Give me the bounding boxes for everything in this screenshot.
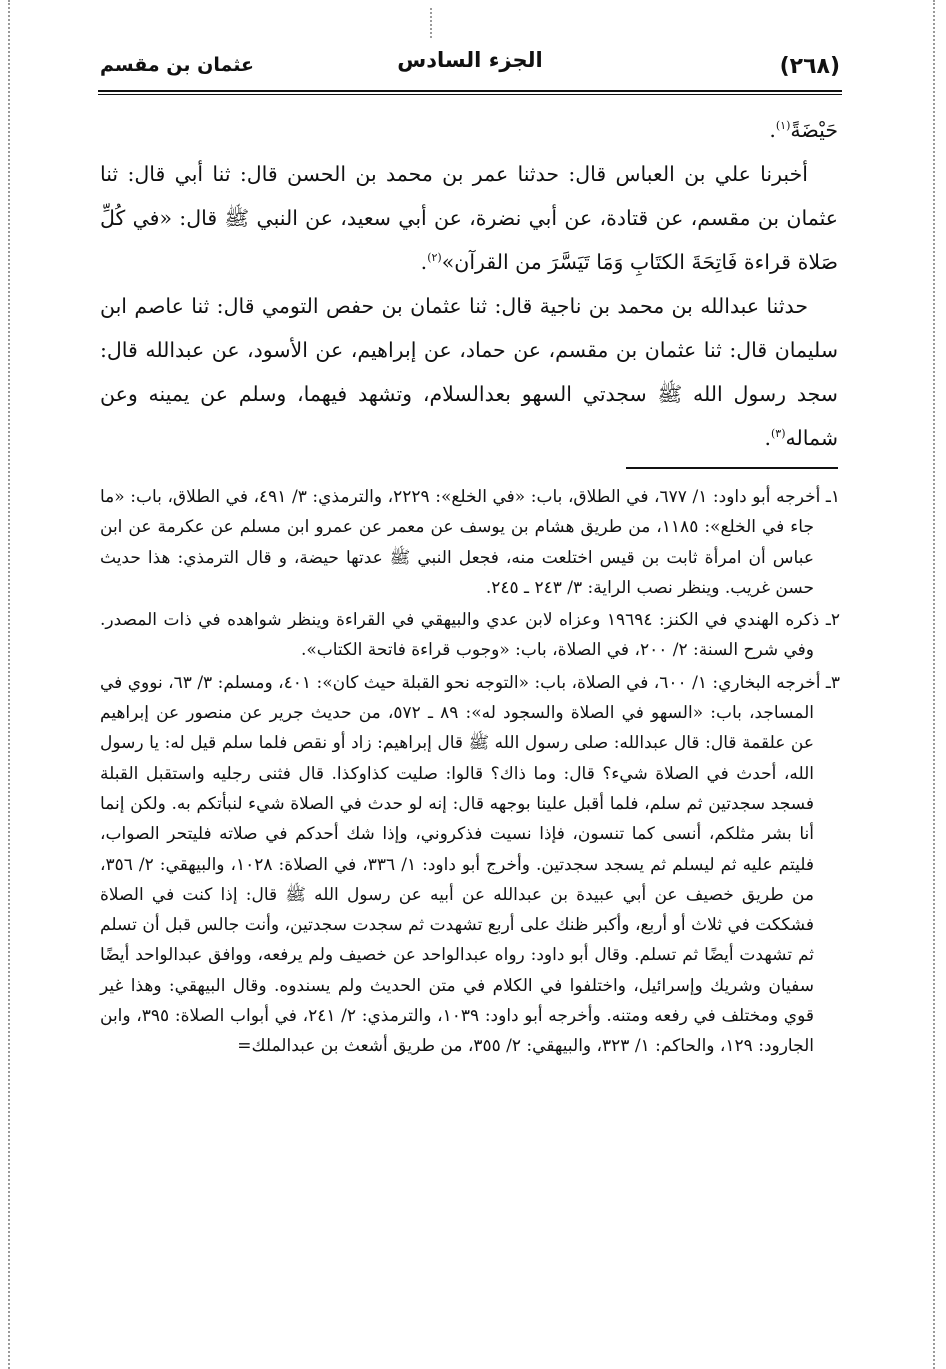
paragraph-3	[100, 284, 838, 460]
page-header	[100, 42, 840, 88]
footnotes	[100, 482, 840, 1064]
footnote-3: ٣ـ أخرجه البخاري: ١/ ٦٠٠، في الصلاة، باب: «التوجه نحو القبلة حيث كان»: ٤٠١، ومسلم: ٣/ ٦٣، نووي في المساجد، باب: «السهو في الصلاة والسجود له»: ٨٩ ـ ٥٧٢، من حديث جرير عن منصور عن إبراهيم عن علقمة قال: قال عبدالله: صلى رسول الله ﷺ قال إبراهيم: زاد أو نقص فلما سلم قيل له: يا رسول الله، أحدث في الصلاة شيء؟ قال: وما ذاك؟ قالوا: صليت كذاوكذا. قال فثنى رجليه واستقبل القبلة فسجد سجدتين ثم سلم، فلما أقبل علينا بوجهه قال: إنه لو حدث في الصلاة شيء لنبأتكم به. ولكن إنما أنا بشر مثلكم، أنسى كما تنسون، فإذا نسيت فذكروني، وإذا شك أحدكم في صلاته فليتحر الصواب، فليتم عليه ثم ليسلم ثم يسجد سجدتين. وأخرج أبو داود: ١/ ٣٣٦، في الصلاة: ١٠٢٨، والبيهقي: ٢/ ٣٥٦، من طريق خصيف عن أبي عبيدة بن عبدالله عن أبيه عن رسول الله ﷺ قال: إذا كنت في الصلاة فشككت في ثلاث أو أربع، وأكبر ظنك على أربع تشهدت ثم سجدت سجدتين، وأنت جالس قبل أن تسلم ثم تشهدت أيضًا ثم تسلم. وقال أبو داود: رواه عبدالواحد عن خصيف ولم يرفعه، ووافق عبدالواحد أيضًا سفيان وشريك وإسرائيل، واختلفوا في الكلام في متن الحديث ولم يسندوه. وقال البيهقي: وهذا غير قوي ومختلف في رفعه ومتنه. وأخرجه أبو داود: ١٠٣٩، والترمذي: ٢/ ٢٤١، في أبواب الصلاة: ٣٩٥، وابن الجارود: ١٢٩، والحاكم: ١/ ٣٢٣، والبيهقي: ٢/ ٣٥٥، من طريق أشعث بن عبدالملك=	[100, 672, 840, 1057]
footnote-ref-1: (١)	[775, 119, 791, 133]
paragraph-2-text: أخبرنا علي بن العباس قال: حدثنا عمر بن محمد بن الحسن قال: ثنا أبي قال: ثنا عثمان بن مقسم، عن قتادة، عن أبي نضرة، عن أبي سعيد، عن النبي ﷺ قال: «في كُلِّ صَلاة قراءة فَاتِحَةَ الكتَابِ وَمَا تَيَسَّرَ من القرآن»	[100, 162, 838, 274]
paragraph-1	[100, 108, 838, 152]
paragraph-1-end: .	[769, 118, 776, 142]
page-number: (٢٦٨)	[779, 54, 840, 79]
header-rule-thin	[98, 94, 842, 95]
paragraph-2-end: .	[420, 250, 428, 274]
header-rule	[98, 90, 842, 92]
scan-edge-dots-right	[933, 0, 935, 1369]
paragraph-1-text: حَيْضَةً	[790, 118, 838, 142]
paragraph-2	[100, 152, 838, 284]
main-text	[100, 108, 838, 460]
paragraph-3-text: حدثنا عبدالله بن محمد بن ناجية قال: ثنا عثمان بن حفص التومي قال: ثنا عاصم ابن سليمان قال: ثنا عثمان بن مقسم، عن حماد، عن إبراهيم، عن الأسود، عن عبدالله قال: سجد رسول الله ﷺ سجدتي السهو بعدالسلام، وتشهد فيهما، وسلم عن يمينه وعن شماله	[100, 294, 838, 450]
footnote-1: ١ـ أخرجه أبو داود: ١/ ٦٧٧، في الطلاق، باب: «في الخلع»: ٢٢٢٩، والترمذي: ٣/ ٤٩١، في الطلاق، باب: «ما جاء في الخلع»: ١١٨٥، من طريق هشام بن يوسف عن معمر عن عمرو ابن مسلم عن عكرمة عن ابن عباس أن امرأة ثابت بن قيس اختلعت منه، فجعل النبي ﷺ عدتها حيضة، و قال الترمذي: هذا حديث حسن غريب. وينظر نصب الراية: ٣/ ٢٤٣ ـ ٢٤٥.	[100, 487, 840, 598]
paragraph-3-end: .	[764, 426, 771, 450]
footnote-2: ٢ـ ذكره الهندي في الكنز: ١٩٦٩٤ وعزاه لابن عدي والبيهقي في القراءة وينظر شواهده في ذات المصدر. وفي شرح السنة: ٢/ ٢٠٠، في الصلاة، باب: «وجوب قراءة فاتحة الكتاب».	[100, 610, 840, 661]
running-title: عثمان بن مقسم	[100, 54, 254, 76]
footnote-separator	[626, 467, 838, 469]
scan-edge-dots-left	[8, 0, 10, 1369]
footnote-ref-3: (٣)	[770, 427, 786, 441]
footnote-ref-2: (٢)	[427, 251, 442, 265]
scan-edge-dots-top	[430, 8, 432, 38]
volume-title: الجزء السادس	[397, 48, 543, 72]
